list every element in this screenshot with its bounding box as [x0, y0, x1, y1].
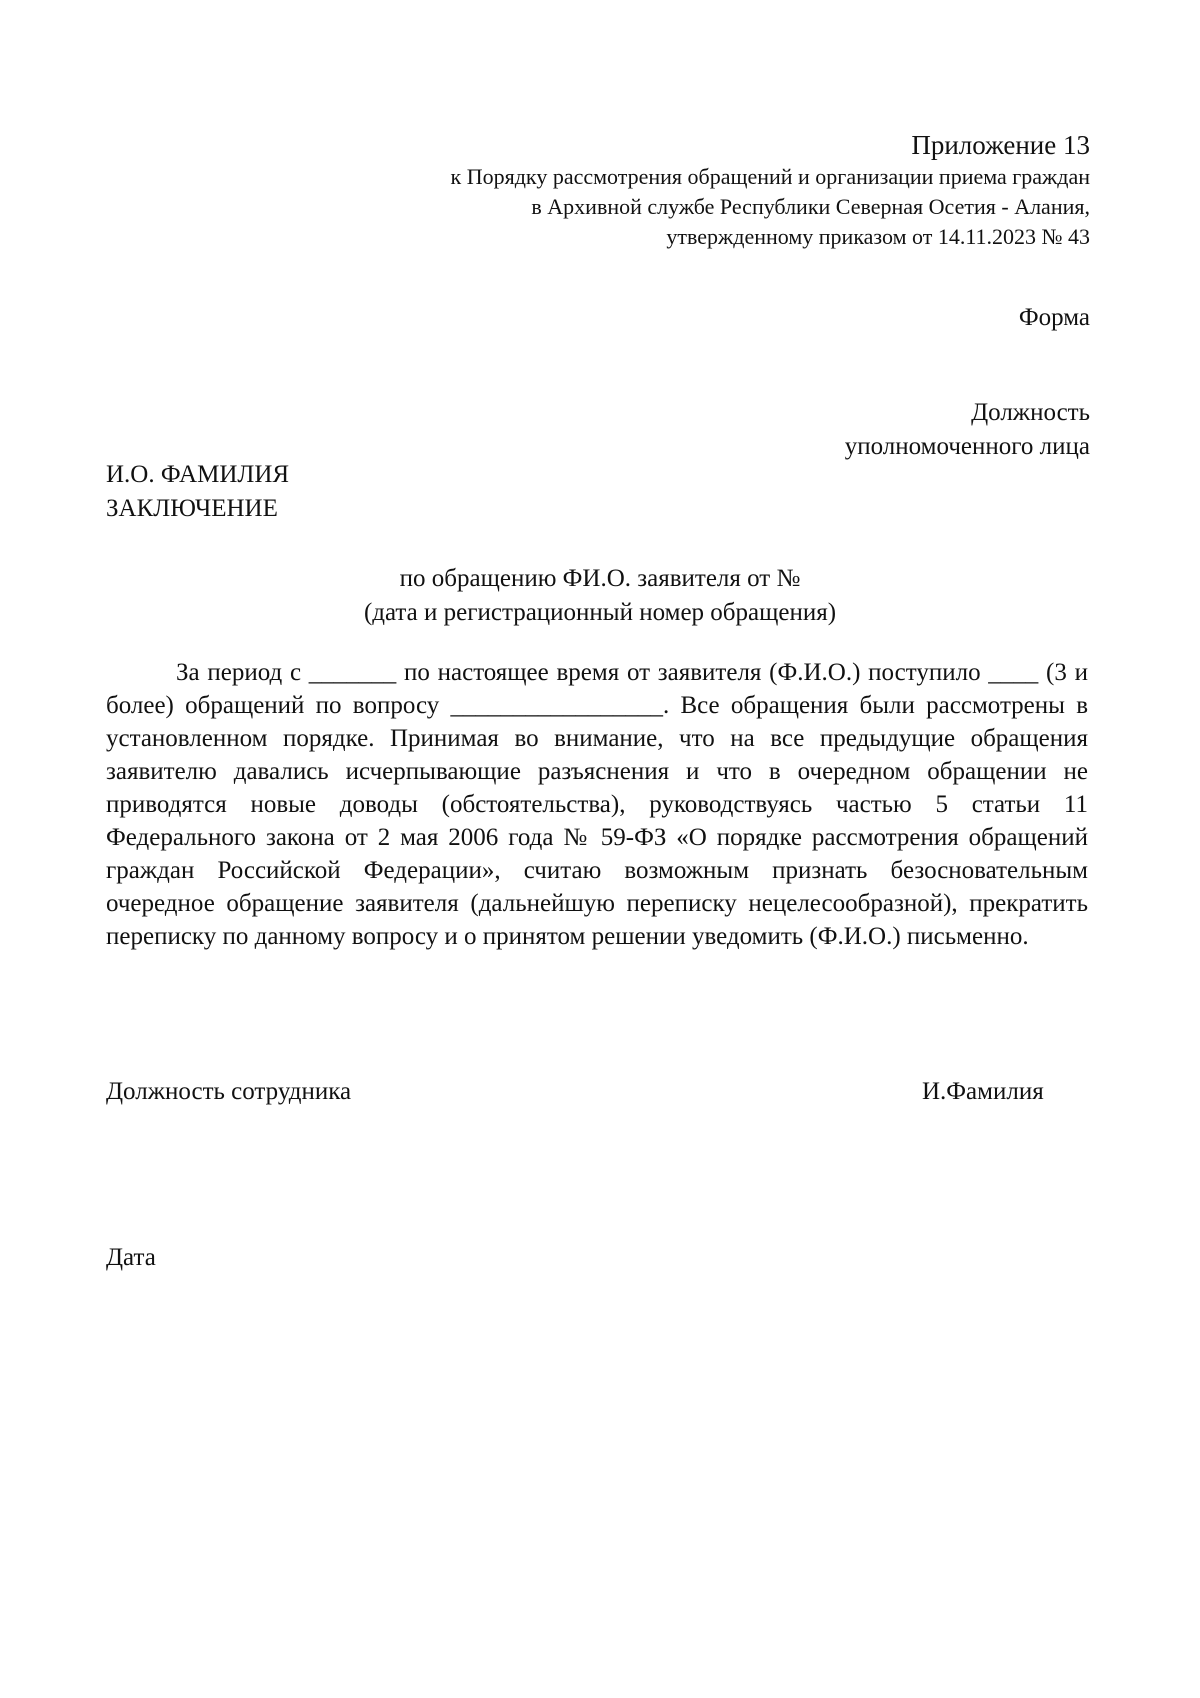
- official-position: Должность: [971, 399, 1090, 426]
- authorized-official-block: [845, 396, 1090, 464]
- form-label: Форма: [1018, 304, 1090, 331]
- official-position-cont: уполномоченного лица: [844, 433, 1090, 460]
- appendix-header: [451, 128, 1090, 252]
- subject-block: [0, 562, 1200, 630]
- official-name: И.О. ФАМИЛИЯ: [106, 461, 290, 488]
- employee-position: Должность сотрудника: [106, 1078, 352, 1105]
- appendix-line: к Порядку рассмотрения обращений и организации приема граждан: [450, 164, 1090, 189]
- appendix-line: утвержденному приказом от 14.11.2023 № 43: [666, 224, 1090, 249]
- subject-line: по обращению ФИ.О. заявителя от №: [399, 565, 801, 592]
- body-paragraph: За период с _______ по настоящее время от заявителя (Ф.И.О.) поступило ____ (3 и более) обращений по вопросу _________________. Все обращения были рассмотрены в установленном порядке. Принимая во внимание, что на все предыдущие обращения заявителю давались исчерпывающие разъяснения и что в очередном обращении не приводятся новые доводы (обстоятельства), руководствуясь частью 5 статьи 11 Федерального закона от 2 мая 2006 года № 59-ФЗ «О порядке рассмотрения обращений граждан Российской Федерации», считаю возможным признать безосновательным очередное обращение заявителя (дальнейшую переписку нецелесообразной), прекратить переписку по данному вопросу и о принятом решении уведомить (Ф.И.О.) письменно.: [106, 659, 1088, 950]
- appendix-title: Приложение 13: [911, 130, 1090, 160]
- document-title: ЗАКЛЮЧЕНИЕ: [106, 495, 278, 522]
- employee-name: И.Фамилия: [922, 1078, 1044, 1105]
- subject-note: (дата и регистрационный номер обращения): [363, 599, 837, 626]
- name-block: [106, 458, 289, 526]
- appendix-line: в Архивной службе Республики Северная Осетия - Алания,: [531, 194, 1090, 219]
- date-label: Дата: [106, 1244, 156, 1271]
